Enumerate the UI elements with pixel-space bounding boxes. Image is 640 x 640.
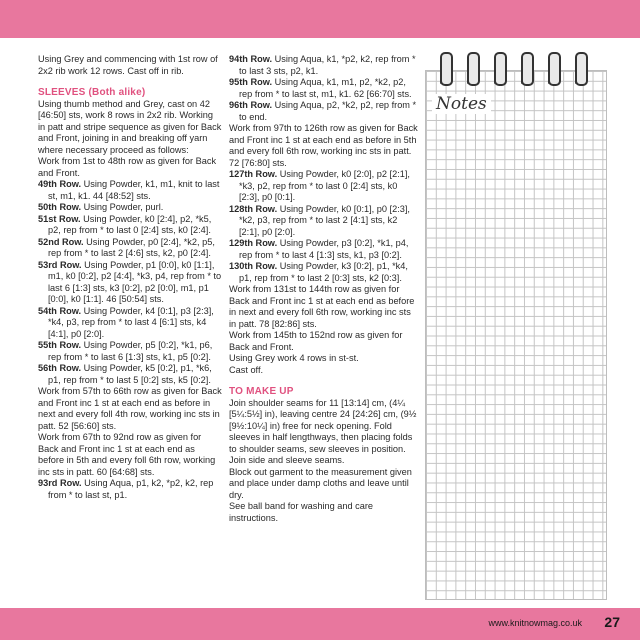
make-up-heading: TO MAKE UP: [229, 386, 294, 397]
right-text-column: [229, 54, 419, 524]
make-up-paragraph: Join shoulder seams for 11 [13:14] cm, (4¼ [5¼:5½] in), leaving centre 24 [24:26] cm, (9½ [9½:10¼] in) free for neck opening. Fold sleeves in half lengthways, then placing folds to shoulder seams, sew sleeves in position. Join side and sleeve seams.: [229, 397, 417, 465]
page-number: 27: [604, 614, 620, 630]
row-instruction: 128th Row. Using Powder, k0 [0:1], p0 [2:3], *k2, p3, rep from * to last 2 [4:1] sts, k2 [2:1], p0 [2:0].: [229, 203, 410, 237]
make-up-paragraph: See ball band for washing and care instructions.: [229, 501, 374, 523]
spiral-ring: [440, 52, 453, 86]
cast-off: Cast off.: [229, 364, 264, 375]
intro-paragraph: Using Grey and commencing with 1st row of 2x2 rib work 12 rows. Cast off in rib.: [38, 54, 218, 76]
row-instruction: 95th Row. Using Aqua, k1, m1, p2, *k2, p2, rep from * to last st, m1, k1. 62 [66:70] sts.: [229, 77, 412, 99]
website-url: www.knitnowmag.co.uk: [488, 618, 582, 628]
grey-rows: Using Grey work 4 rows in st-st.: [229, 353, 359, 363]
row-instruction: 54th Row. Using Powder, k4 [0:1], p3 [2:3], *k4, p3, rep from * to last 4 [6:1] sts, k4 [4:1], p0 [2:0].: [38, 305, 214, 339]
left-text-column: [38, 54, 222, 501]
row-instruction: 56th Row. Using Powder, k5 [0:2], p1, *k6, p1, rep from * to last 5 [0:2] sts, k5 [0:2].: [38, 363, 212, 385]
row-instruction: 93rd Row. Using Aqua, p1, k2, *p2, k2, rep from * to last st, p1.: [38, 478, 214, 500]
row-instruction: 94th Row. Using Aqua, k1, *p2, k2, rep from * to last 3 sts, p2, k1.: [229, 54, 416, 76]
spiral-ring: [521, 52, 534, 86]
spiral-ring: [575, 52, 588, 86]
row-instruction: 129th Row. Using Powder, p3 [0:2], *k1, p4, rep from * to last 4 [1:3] sts, k1, p3 [0:2].: [229, 238, 409, 260]
notes-grid-pad: [425, 70, 607, 600]
spiral-ring: [548, 52, 561, 86]
sleeves-intro: Using thumb method and Grey, cast on 42 [46:50] sts, work 8 rows in 2x2 rib. Working in patt and stripe sequence as given for Back and Front, joining in and breaking off yarn where necessary proceed as follows:: [38, 98, 222, 155]
work-145-152: Work from 145th to 152nd row as given for Back and Front.: [229, 330, 403, 352]
row-instruction: 55th Row. Using Powder, p5 [0:2], *k1, p6, rep from * to last 6 [1:3] sts, k1, p5 [0:2].: [38, 340, 213, 362]
row-instruction: 52nd Row. Using Powder, p0 [2:4], *k2, p5, rep from * to last 2 [4:6] sts, k2, p0 [2:4].: [38, 236, 215, 258]
work-67-92: Work from 67th to 92nd row as given for Back and Front inc 1 st at each end as before in 5th and every foll 6th row, working inc sts in patt. 60 [64:68] sts.: [38, 432, 216, 477]
row-instruction: 127th Row. Using Powder, k0 [2:0], p2 [2:1], *k3, p2, rep from * to last 0 [2:4] sts, k0 [2:3], p0 [0:1].: [229, 169, 410, 202]
make-up-paragraph: Block out garment to the measurement given and place under damp cloths and leave until dry.: [229, 466, 412, 500]
work-97-126: Work from 97th to 126th row as given for Back and Front inc 1 st at each end as before in 5th and every foll 6th row, working inc sts in patt. 72 [76:80] sts.: [229, 123, 418, 168]
notes-title: Notes: [432, 94, 491, 114]
row-instruction: 50th Row. Using Powder, purl.: [38, 202, 164, 212]
row-instruction: 96th Row. Using Aqua, p2, *k2, p2, rep from * to end.: [229, 100, 417, 122]
row-instruction: 130th Row. Using Powder, k3 [0:2], p1, *k4, p1, rep from * to last 2 [0:3] sts, k2 [0:3].: [229, 261, 408, 283]
sleeves-heading: SLEEVES (Both alike): [38, 87, 146, 98]
row-instruction: 49th Row. Using Powder, k1, m1, knit to last st, m1, k1. 44 [48:52] sts.: [38, 179, 220, 201]
row-instruction: 51st Row. Using Powder, k0 [2:4], p2, *k5, p2, rep from * to last 0 [2:4] sts, k0 [2:4].: [38, 213, 212, 235]
spiral-ring: [494, 52, 507, 86]
work-1-48: Work from 1st to 48th row as given for Back and Front.: [38, 156, 217, 178]
top-pink-band: [0, 0, 640, 38]
work-57-66: Work from 57th to 66th row as given for Back and Front inc 1 st at each end as before in next and every foll 4th row, working inc sts in patt. 52 [56:60] sts.: [38, 386, 222, 431]
row-instruction: 53rd Row. Using Powder, p1 [0:0], k0 [1:1], m1, k0 [0:2], p2 [4:4], *k3, p4, rep from * to last 6 [1:3] sts, k3 [0:2], p2 [0:0], m1, p1 [0:0], k0 [1:1]. 46 [50:54] sts.: [38, 259, 222, 304]
spiral-ring: [467, 52, 480, 86]
work-131-144: Work from 131st to 144th row as given for Back and Front inc 1 st at each end as before in next and every foll 6th row, working inc sts in patt. 78 [82:86] sts.: [229, 284, 415, 329]
